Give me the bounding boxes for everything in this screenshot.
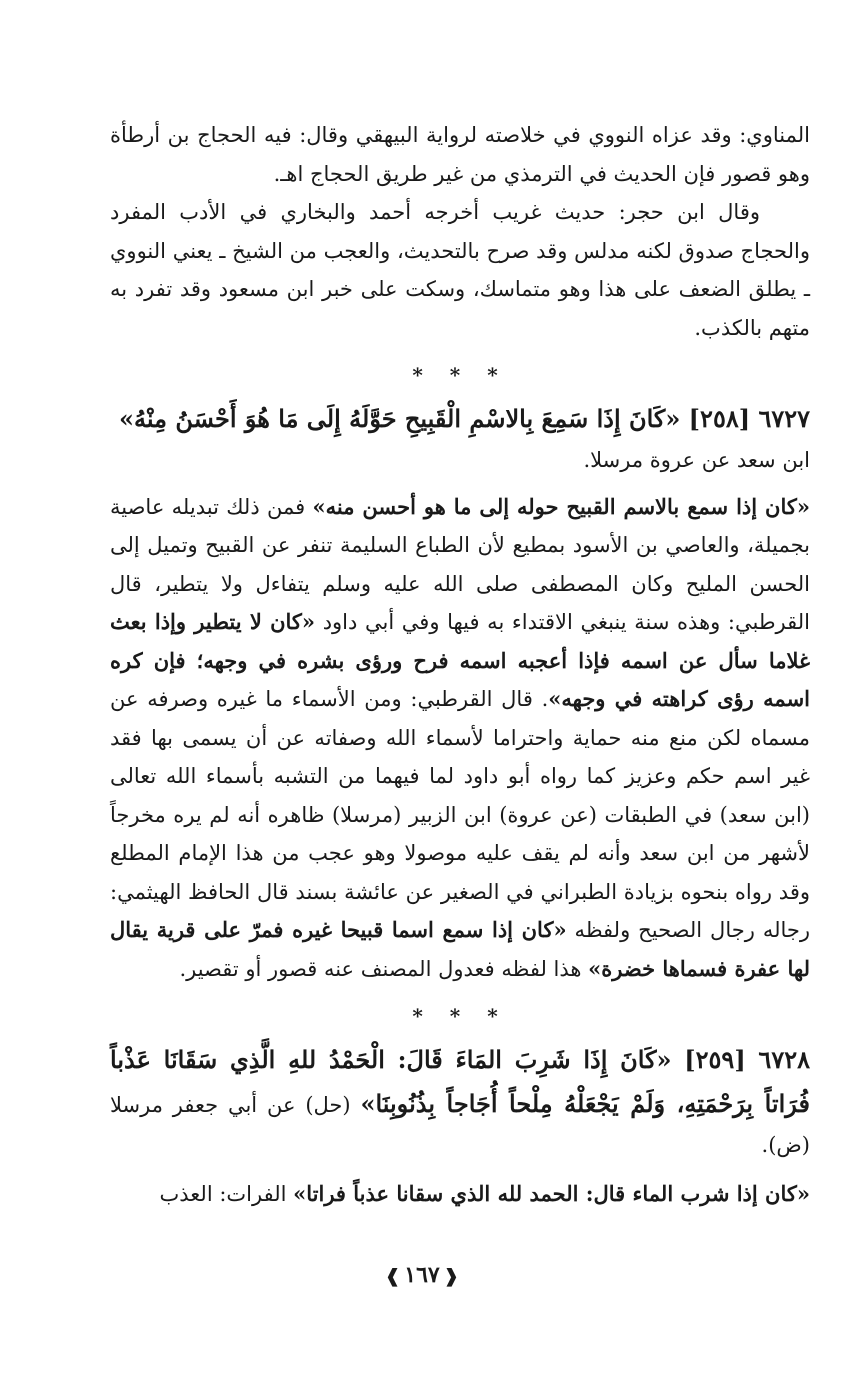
hadith-6728-text: ٦٧٢٨ [٢٥٩] «كَانَ إِذَا شَرِبَ المَاءَ قَالَ: الْحَمْدُ للهِ الَّذِي سَقَانَا عَذْباً فُرَاتاً بِرَحْمَتِهِ، وَلَمْ يَجْعَلْهُ مِلْحاً أُجَاجاً بِذُنُوبِنَا» — [110, 1045, 810, 1118]
paragraph-ibn-hajar: وقال ابن حجر: حديث غريب أخرجه أحمد والبخاري في الأدب المفرد والحجاج صدوق لكنه مدلس وقد صرح بالتحديث، والعجب من الشيخ ـ يعني النووي ـ يطلق الضعف على هذا وهو متماسك، وسكت على خبر ابن مسعود وقد تفرد به متهم بالكذب. — [110, 200, 810, 340]
hadith-6728 — [110, 1038, 810, 1165]
hadith-6727-text: ٦٧٢٧ [٢٥٨] «كَانَ إِذَا سَمِعَ بِالاسْمِ الْقَبِيحِ حَوَّلَهُ إِلَى مَا هُوَ أَحْسَنُ مِنْهُ» — [119, 404, 810, 433]
commentary-quote: «كان إذا سمع اسما قبيحا غيره فمرّ على قرية يقال لها عفرة فسماها خضرة» — [110, 917, 810, 981]
hadith-6728-source: (حل) عن أبي جعفر مرسلا (ض). — [110, 1093, 810, 1157]
page-number: ١٦٧ — [404, 1262, 440, 1288]
commentary-6728 — [110, 1175, 810, 1214]
ornament-left-icon: ❰ — [443, 1266, 459, 1287]
commentary-text: . قال القرطبي: ومن الأسماء ما غيره وصرفه عن مسماه لكن منع منه حماية واحتراما لأسماء الله وصفاته عن أن يسمى بها فقد غير اسم حكم وعزيز كما رواه أبو داود لما فيهما من التشبه بأسماء الله تعالى (ابن سعد) في الطبقات (عن عروة) ابن الزبير (مرسلا) ظاهره أنه لم يره مخرجاً لأشهر من ابن سعد وأنه لم يقف عليه موصولا وهو عجب من هذا الإمام المطلع وقد رواه بنحوه بزيادة الطبراني في الصغير عن عائشة بسند قال الحافظ الهيثمي: رجاله رجال الصحيح ولفظه — [110, 687, 810, 942]
commentary-quote: «كان إذا شرب الماء قال: الحمد لله الذي سقانا عذباً فراتا» — [293, 1180, 810, 1206]
paragraph-manawi: المناوي: وقد عزاه النووي في خلاصته لرواية البيهقي وقال: فيه الحجاج بن أرطأة وهو قصور فإن الحديث في الترمذي من غير طريق الحجاج اهـ. — [110, 123, 810, 186]
commentary-quote: «كان لا يتطير وإذا بعث غلاما سأل عن اسمه فإذا أعجبه اسمه فرح ورؤى بشره في وجهه؛ فإن كره اسمه رؤى كراهته في وجهه» — [110, 609, 810, 711]
section-separator: * * * — [412, 363, 508, 387]
hadith-6727-source: ابن سعد عن عروة مرسلا. — [583, 448, 810, 472]
commentary-text: فمن ذلك تبديله عاصية بجميلة، والعاصي بن الأسود بمطيع لأن الطباع السليمة تنفر عن القبيح وتميل إلى الحسن المليح وكان المصطفى صلى الله عليه وسلم يتفاءل ولا يتطير، قال القرطبي: وهذه سنة ينبغي الاقتداء به فيها وفي أبي داود — [110, 494, 810, 634]
page-body — [110, 116, 810, 1213]
commentary-quote: «كان إذا سمع بالاسم القبيح حوله إلى ما هو أحسن منه» — [312, 493, 810, 519]
commentary-text: هذا لفظه فعدول المصنف عنه قصور أو تقصير. — [179, 956, 589, 981]
ornament-right-icon: ❱ — [385, 1266, 401, 1287]
commentary-6727 — [110, 488, 810, 989]
page-number-footer — [0, 1262, 844, 1288]
commentary-text: الفرات: العذب — [159, 1181, 294, 1206]
section-separator: * * * — [412, 1004, 508, 1028]
